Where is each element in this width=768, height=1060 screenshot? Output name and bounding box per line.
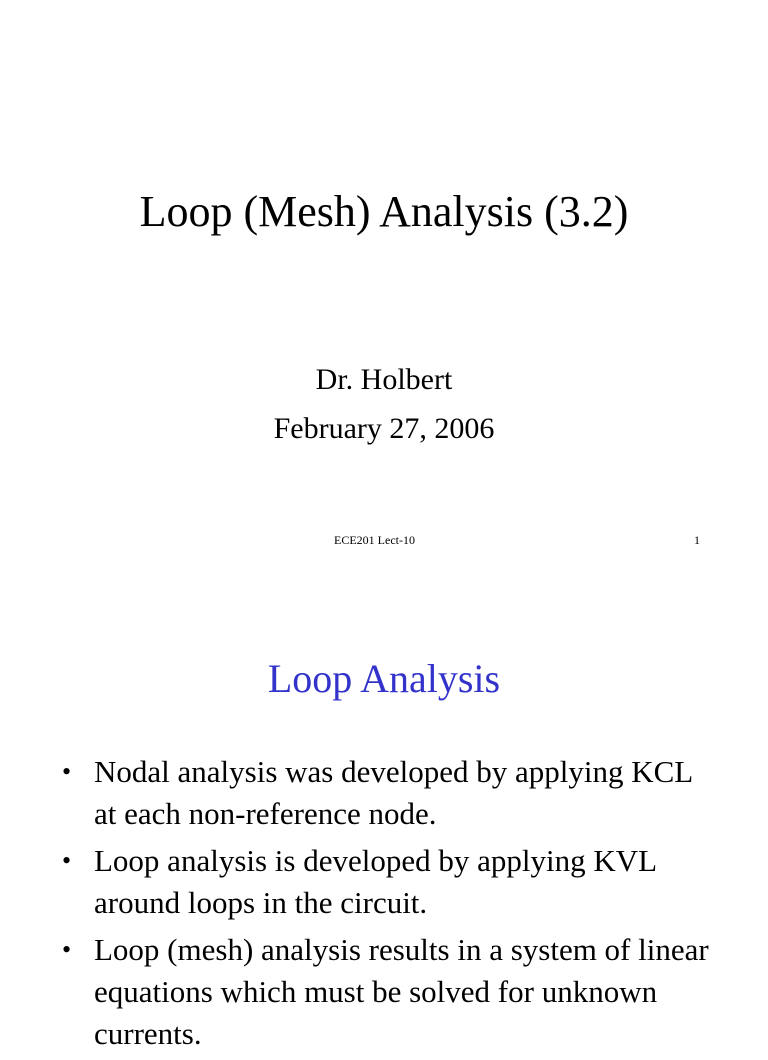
footer-course-label: ECE201 Lect-10 xyxy=(334,533,415,547)
author-name: Dr. Holbert xyxy=(315,363,453,396)
page-number: 1 xyxy=(694,533,700,547)
bullet-text: Nodal analysis was developed by applying KCL at each non-reference node. xyxy=(94,754,693,831)
bullet-item xyxy=(62,840,722,924)
bullet-item xyxy=(62,751,722,835)
slide-title: Loop (Mesh) Analysis (3.2) xyxy=(139,187,629,236)
bullet-text: Loop (mesh) analysis results in a system of linear equations which must be solved for unknown currents. xyxy=(94,932,709,1051)
lecture-date: February 27, 2006 xyxy=(273,412,495,445)
bullet-marker-icon: • xyxy=(62,757,72,786)
bullet-list xyxy=(62,751,722,1060)
bullet-item xyxy=(62,929,722,1055)
slide-title: Loop Analysis xyxy=(267,656,501,701)
bullet-marker-icon: • xyxy=(62,935,72,964)
bullet-marker-icon: • xyxy=(62,846,72,875)
content-slide xyxy=(0,576,768,1051)
bullet-text: Loop analysis is developed by applying KVL around loops in the circuit. xyxy=(94,843,656,920)
